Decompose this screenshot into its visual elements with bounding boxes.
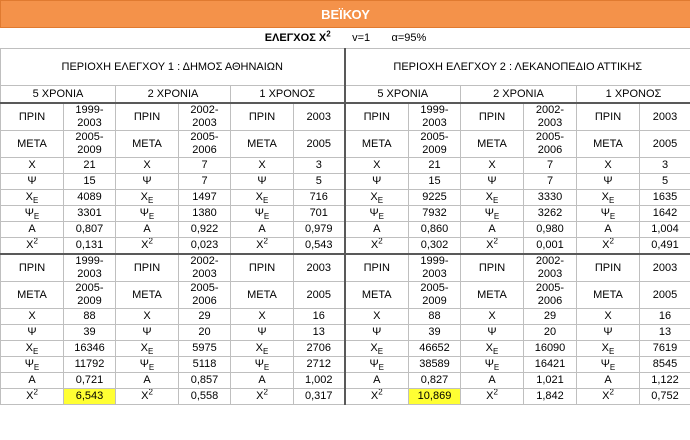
x-label: Χ: [1, 158, 64, 174]
a-label: Α: [116, 373, 179, 389]
before-label: ΠΡΙΝ: [1, 103, 64, 131]
a-label: Α: [231, 222, 294, 238]
psi-value: 5: [294, 174, 345, 190]
psie-value: 11792: [64, 357, 116, 373]
psie-value: 5118: [179, 357, 231, 373]
chi-square-value-highlighted: 6,543: [64, 389, 116, 405]
after-years: 2005-2009: [409, 131, 461, 158]
after-label: ΜΕΤΑ: [345, 282, 409, 309]
chi-square-label: $X^2$: [231, 238, 294, 255]
a-value: 1,004: [640, 222, 690, 238]
xe-value: 2706: [294, 341, 345, 357]
x-label: Χ: [116, 309, 179, 325]
x-value: 3: [640, 158, 690, 174]
psi-label: Ψ: [461, 174, 524, 190]
psie-value: 16421: [524, 357, 577, 373]
after-years: 2005: [294, 282, 345, 309]
psie-value: 38589: [409, 357, 461, 373]
stat-row-x: [1, 158, 690, 174]
psie-value: 1380: [179, 206, 231, 222]
x-label: Χ: [1, 309, 64, 325]
xe-label: $X_E$: [461, 341, 524, 357]
x-value: 21: [409, 158, 461, 174]
a-value: 1,002: [294, 373, 345, 389]
chi-square-label: $X^2$: [577, 389, 640, 405]
xe-label: $X_E$: [231, 190, 294, 206]
before-years: 2003: [640, 254, 690, 282]
psi-value: 15: [409, 174, 461, 190]
after-years: 2005: [294, 131, 345, 158]
xe-label: $X_E$: [1, 190, 64, 206]
psi-value: 39: [64, 325, 116, 341]
x-value: 21: [64, 158, 116, 174]
after-period-row: [1, 131, 690, 158]
after-period-row: [1, 282, 690, 309]
x-value: 29: [524, 309, 577, 325]
xe-label: $X_E$: [577, 190, 640, 206]
psi-value: 15: [64, 174, 116, 190]
period-header: 5 ΧΡΟΝΙΑ: [1, 86, 116, 104]
after-label: ΜΕΤΑ: [577, 131, 640, 158]
chi-square-label: $X^2$: [116, 238, 179, 255]
x-value: 29: [179, 309, 231, 325]
chi-square-label: $X^2$: [1, 238, 64, 255]
chi-square-label: $X^2$: [116, 389, 179, 405]
a-label: Α: [1, 373, 64, 389]
stat-row-a: [1, 222, 690, 238]
before-label: ΠΡΙΝ: [577, 103, 640, 131]
before-label: ΠΡΙΝ: [116, 254, 179, 282]
psie-label: $\Psi_E$: [116, 206, 179, 222]
x-value: 16: [640, 309, 690, 325]
a-value: 0,721: [64, 373, 116, 389]
stat-row-psi: [1, 325, 690, 341]
x-value: 3: [294, 158, 345, 174]
after-label: ΜΕΤΑ: [345, 131, 409, 158]
a-value: 0,979: [294, 222, 345, 238]
xe-label: $X_E$: [1, 341, 64, 357]
psie-value: 3301: [64, 206, 116, 222]
after-years: 2005: [640, 282, 690, 309]
before-label: ΠΡΙΝ: [461, 103, 524, 131]
chi-square-value-highlighted: 10,869: [409, 389, 461, 405]
after-years: 2005-2006: [524, 282, 577, 309]
before-years: 1999-2003: [409, 254, 461, 282]
before-years: 1999-2003: [64, 254, 116, 282]
after-label: ΜΕΤΑ: [577, 282, 640, 309]
xe-label: $X_E$: [345, 341, 409, 357]
psie-value: 7932: [409, 206, 461, 222]
chi-square-value: 0,317: [294, 389, 345, 405]
psie-label: $\Psi_E$: [461, 357, 524, 373]
after-years: 2005-2009: [64, 282, 116, 309]
a-value: 0,922: [179, 222, 231, 238]
before-label: ΠΡΙΝ: [116, 103, 179, 131]
xe-value: 5975: [179, 341, 231, 357]
x-value: 88: [409, 309, 461, 325]
stat-row-x: [1, 309, 690, 325]
a-value: 0,857: [179, 373, 231, 389]
after-label: ΜΕΤΑ: [461, 131, 524, 158]
psi-label: Ψ: [345, 174, 409, 190]
xe-value: 9225: [409, 190, 461, 206]
before-years: 1999-2003: [64, 103, 116, 131]
after-years: 2005: [640, 131, 690, 158]
after-label: ΜΕΤΑ: [116, 282, 179, 309]
stat-row-psie: [1, 206, 690, 222]
chi-square-value: 0,558: [179, 389, 231, 405]
before-label: ΠΡΙΝ: [345, 254, 409, 282]
before-period-row: [1, 103, 690, 131]
xe-label: $X_E$: [231, 341, 294, 357]
after-label: ΜΕΤΑ: [231, 282, 294, 309]
a-label: Α: [461, 222, 524, 238]
psie-label: $\Psi_E$: [116, 357, 179, 373]
before-years: 2003: [294, 103, 345, 131]
xe-value: 716: [294, 190, 345, 206]
xe-value: 3330: [524, 190, 577, 206]
chi-square-label: $X^2$: [577, 238, 640, 255]
xe-label: $X_E$: [461, 190, 524, 206]
period-header: 2 ΧΡΟΝΙΑ: [461, 86, 577, 104]
before-years: 2002-2003: [524, 254, 577, 282]
a-value: 0,860: [409, 222, 461, 238]
psie-label: $\Psi_E$: [1, 206, 64, 222]
a-value: 1,021: [524, 373, 577, 389]
before-years: 1999-2003: [409, 103, 461, 131]
after-years: 2005-2006: [179, 131, 231, 158]
chi-square-value: 0,131: [64, 238, 116, 255]
test-header: [1, 28, 690, 49]
psi-label: Ψ: [577, 174, 640, 190]
region-header-2: ΠΕΡΙΟΧΗ ΕΛΕΓΧΟΥ 2 : ΛΕΚΑΝΟΠΕΔΙΟ ΑΤΤΙΚΗΣ: [345, 49, 690, 86]
chi-square-value: 0,752: [640, 389, 690, 405]
x-value: 88: [64, 309, 116, 325]
before-years: 2003: [640, 103, 690, 131]
psi-label: Ψ: [1, 174, 64, 190]
xe-value: 7619: [640, 341, 690, 357]
before-years: 2002-2003: [179, 103, 231, 131]
psi-label: Ψ: [231, 325, 294, 341]
chi-square-label: $X^2$: [461, 389, 524, 405]
stat-row-a: [1, 373, 690, 389]
chi-square-value: 1,842: [524, 389, 577, 405]
test-label: ΕΛΕΓΧΟΣ $X^2$: [264, 28, 331, 44]
a-label: Α: [577, 373, 640, 389]
x-label: Χ: [577, 309, 640, 325]
before-label: ΠΡΙΝ: [1, 254, 64, 282]
a-label: Α: [345, 222, 409, 238]
psi-label: Ψ: [116, 174, 179, 190]
after-label: ΜΕΤΑ: [231, 131, 294, 158]
psi-value: 7: [524, 174, 577, 190]
chi-square-value: 0,491: [640, 238, 690, 255]
xe-label: $X_E$: [116, 341, 179, 357]
psi-value: 13: [294, 325, 345, 341]
chi-square-value: 0,001: [524, 238, 577, 255]
before-years: 2003: [294, 254, 345, 282]
before-period-row: [1, 254, 690, 282]
a-label: Α: [1, 222, 64, 238]
after-years: 2005-2009: [64, 131, 116, 158]
a-value: 0,827: [409, 373, 461, 389]
after-label: ΜΕΤΑ: [1, 282, 64, 309]
after-years: 2005-2006: [524, 131, 577, 158]
psie-value: 3262: [524, 206, 577, 222]
chi-square-value: 0,302: [409, 238, 461, 255]
x-value: 7: [179, 158, 231, 174]
a-value: 0,980: [524, 222, 577, 238]
a-label: Α: [577, 222, 640, 238]
psi-label: Ψ: [345, 325, 409, 341]
significance-level: α=95%: [391, 31, 427, 44]
xe-value: 1497: [179, 190, 231, 206]
psie-label: $\Psi_E$: [231, 206, 294, 222]
psie-label: $\Psi_E$: [1, 357, 64, 373]
psi-value: 20: [179, 325, 231, 341]
psie-value: 1642: [640, 206, 690, 222]
degrees-of-freedom: v=1: [352, 31, 371, 44]
before-years: 2002-2003: [524, 103, 577, 131]
before-label: ΠΡΙΝ: [231, 254, 294, 282]
psi-value: 5: [640, 174, 690, 190]
psi-value: 39: [409, 325, 461, 341]
after-years: 2005-2006: [179, 282, 231, 309]
period-header: 1 ΧΡΟΝΟΣ: [577, 86, 690, 104]
chi-square-label: $X^2$: [231, 389, 294, 405]
psie-label: $\Psi_E$: [345, 206, 409, 222]
x-value: 7: [524, 158, 577, 174]
psi-label: Ψ: [577, 325, 640, 341]
period-header: 2 ΧΡΟΝΙΑ: [116, 86, 231, 104]
stat-row-chi: [1, 389, 690, 405]
x-label: Χ: [231, 309, 294, 325]
after-label: ΜΕΤΑ: [1, 131, 64, 158]
xe-value: 1635: [640, 190, 690, 206]
chi-square-value: 0,023: [179, 238, 231, 255]
psie-label: $\Psi_E$: [461, 206, 524, 222]
psi-label: Ψ: [116, 325, 179, 341]
sheet-title: ΒΕΪΚΟΥ: [1, 1, 690, 28]
psie-value: 2712: [294, 357, 345, 373]
stat-row-psi: [1, 174, 690, 190]
chi-square-value: 0,543: [294, 238, 345, 255]
after-years: 2005-2009: [409, 282, 461, 309]
a-label: Α: [116, 222, 179, 238]
xe-value: 16346: [64, 341, 116, 357]
after-label: ΜΕΤΑ: [116, 131, 179, 158]
x-value: 16: [294, 309, 345, 325]
before-years: 2002-2003: [179, 254, 231, 282]
x-label: Χ: [461, 158, 524, 174]
psie-label: $\Psi_E$: [345, 357, 409, 373]
before-label: ΠΡΙΝ: [461, 254, 524, 282]
psie-value: 8545: [640, 357, 690, 373]
stat-row-xe: [1, 341, 690, 357]
a-label: Α: [345, 373, 409, 389]
a-value: 1,122: [640, 373, 690, 389]
xe-label: $X_E$: [345, 190, 409, 206]
psie-label: $\Psi_E$: [231, 357, 294, 373]
psi-value: 13: [640, 325, 690, 341]
a-label: Α: [461, 373, 524, 389]
xe-label: $X_E$: [577, 341, 640, 357]
a-value: 0,807: [64, 222, 116, 238]
after-label: ΜΕΤΑ: [461, 282, 524, 309]
x-label: Χ: [231, 158, 294, 174]
chi-square-label: $X^2$: [345, 389, 409, 405]
before-label: ΠΡΙΝ: [577, 254, 640, 282]
psi-label: Ψ: [461, 325, 524, 341]
a-label: Α: [231, 373, 294, 389]
psie-value: 701: [294, 206, 345, 222]
x-label: Χ: [345, 309, 409, 325]
psi-value: 20: [524, 325, 577, 341]
region-header-1: ΠΕΡΙΟΧΗ ΕΛΕΓΧΟΥ 1 : ΔΗΜΟΣ ΑΘΗΝΑΙΩΝ: [1, 49, 345, 86]
chi-square-label: $X^2$: [1, 389, 64, 405]
period-header: 1 ΧΡΟΝΟΣ: [231, 86, 345, 104]
stat-row-psie: [1, 357, 690, 373]
before-label: ΠΡΙΝ: [345, 103, 409, 131]
x-label: Χ: [116, 158, 179, 174]
psie-label: $\Psi_E$: [577, 357, 640, 373]
x-label: Χ: [577, 158, 640, 174]
x-label: Χ: [461, 309, 524, 325]
stat-row-chi: [1, 238, 690, 255]
xe-value: 46652: [409, 341, 461, 357]
xe-label: $X_E$: [116, 190, 179, 206]
x-label: Χ: [345, 158, 409, 174]
chi-square-label: $X^2$: [345, 238, 409, 255]
xe-value: 16090: [524, 341, 577, 357]
period-header: 5 ΧΡΟΝΙΑ: [345, 86, 461, 104]
psie-label: $\Psi_E$: [577, 206, 640, 222]
stat-row-xe: [1, 190, 690, 206]
before-label: ΠΡΙΝ: [231, 103, 294, 131]
psi-value: 7: [179, 174, 231, 190]
psi-label: Ψ: [1, 325, 64, 341]
chi-square-label: $X^2$: [461, 238, 524, 255]
psi-label: Ψ: [231, 174, 294, 190]
xe-value: 4089: [64, 190, 116, 206]
